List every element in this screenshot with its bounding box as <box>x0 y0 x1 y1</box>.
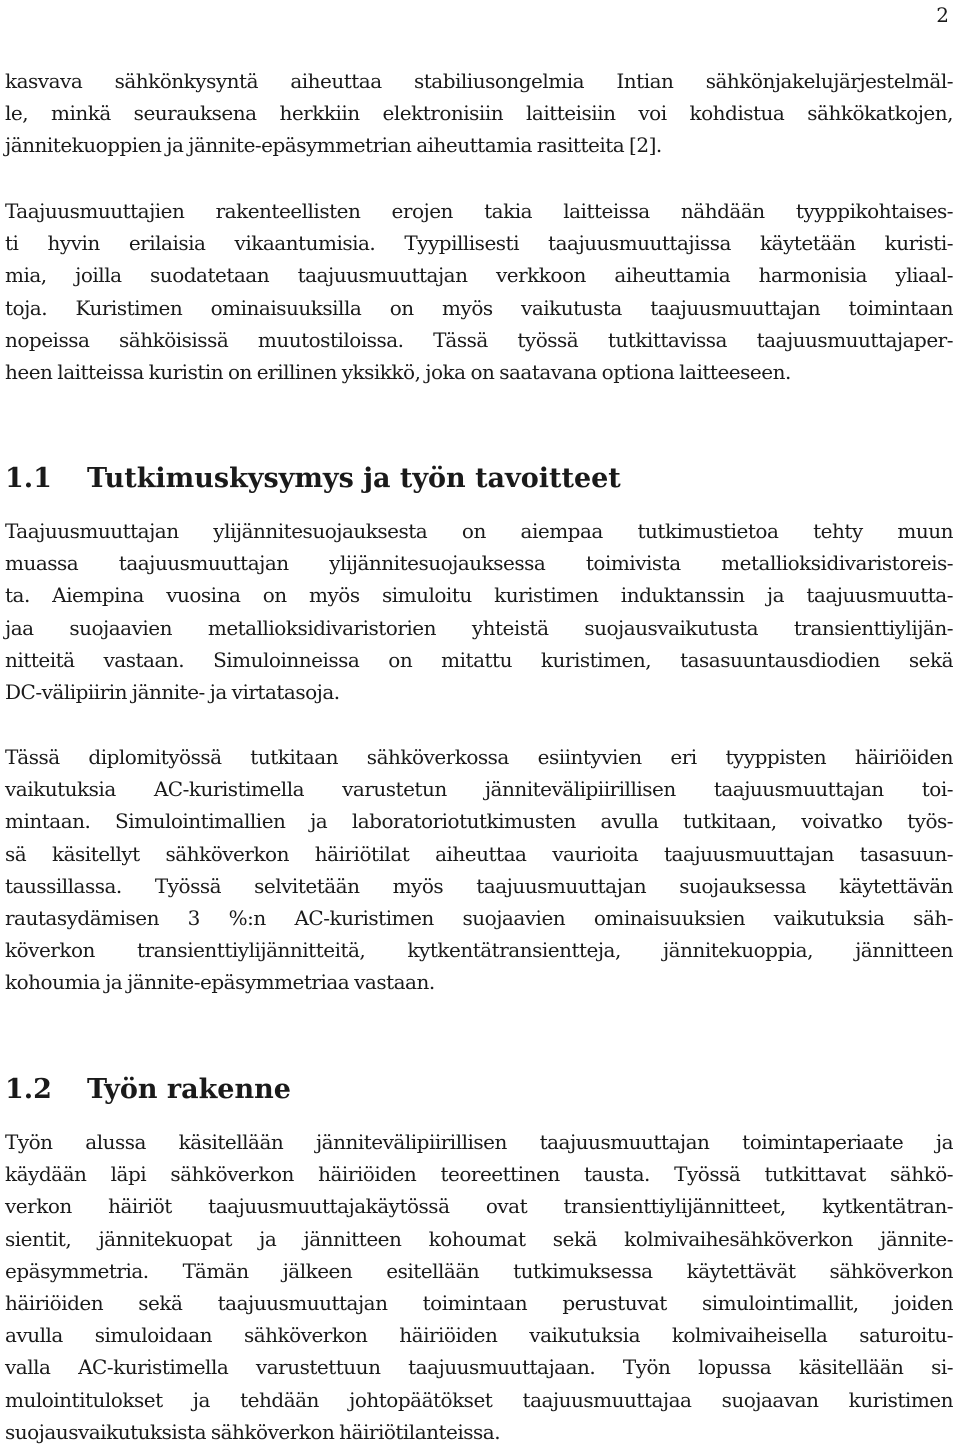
intro-paragraph-2 <box>5 195 953 388</box>
text-line: sä käsitellyt sähköverkon häiriötilat aiheuttaa vaurioita taajuusmuuttajan tasasuun- <box>5 841 953 866</box>
text-line: avulla simuloidaan sähköverkon häiriöiden vaikutuksia kolmivaiheisella saturoitu- <box>5 1323 953 1348</box>
document-page <box>5 0 953 1449</box>
text-line: mulointitulokset ja tehdään johtopäätökset taajuusmuuttajaa suojaavan kuristimen <box>5 1387 953 1412</box>
text-line: suojausvaikutuksista sähköverkon häiriötilanteissa. <box>5 1419 501 1444</box>
text-line: Työn alussa käsitellään jännitevälipiirillisen taajuusmuuttajan toimintaperiaate ja <box>5 1130 953 1154</box>
section-title: Tutkimuskysymys ja työn tavoitteet <box>87 463 621 494</box>
section-number: 1.2 <box>5 1074 52 1105</box>
text-line: heen laitteissa kuristin on erillinen yksikkö, joka on saatavana optiona laitteeseen. <box>5 359 791 384</box>
text-line: mintaan. Simulointimallien ja laboratoriotutkimusten avulla tutkitaan, voivatko työs- <box>5 809 953 834</box>
text-line: vaikutuksia AC-kuristimella varustetun jännitevälipiirillisen taajuusmuuttajan toi- <box>5 777 953 802</box>
text-line: häiriöiden sekä taajuusmuuttajan toimintaan perustuvat simulointimallit, joiden <box>5 1290 953 1315</box>
page-number: 2 <box>936 3 949 27</box>
text-line: rautasydämisen 3 %:n AC-kuristimen suojaavien ominaisuuksien vaikutuksia säh- <box>5 905 953 930</box>
section-1-2-paragraph-1 <box>5 1126 953 1448</box>
text-line: jännitekuoppien ja jännite-epäsymmetrian aiheuttamia rasitteita [2]. <box>5 133 662 158</box>
text-line: ti hyvin erilaisia vikaantumisia. Tyypillisesti taajuusmuuttajissa käytetään kuristi- <box>5 231 953 256</box>
text-line: epäsymmetria. Tämän jälkeen esitellään tutkimuksessa käytettävät sähköverkon <box>5 1258 953 1283</box>
text-line: jaa suojaavien metallioksidivaristorien yhteistä suojausvaikutusta transienttiylijän- <box>5 615 953 640</box>
text-line: mia, joilla suodatetaan taajuusmuuttajan verkkoon aiheuttamia harmonisia yliaal- <box>5 263 953 288</box>
intro-paragraph-1 <box>5 65 953 162</box>
text-line: köverkon transienttiylijännitteitä, kytkentätransientteja, jännitekuoppia, jännitteen <box>5 938 953 963</box>
text-line: kasvava sähkönkysyntä aiheuttaa stabiliusongelmia Intian sähkönjakelujärjestelmäl- <box>5 69 953 93</box>
text-line: Taajuusmuuttajien rakenteellisten erojen takia laitteissa nähdään tyyppikohtaises- <box>5 199 953 223</box>
text-line: ta. Aiempina vuosina on myös simuloitu kuristimen induktanssin ja taajuusmuutta- <box>5 583 953 608</box>
text-line: muassa taajuusmuuttajan ylijännitesuojauksessa toimivista metallioksidivaristoreis- <box>5 551 953 576</box>
text-line: Taajuusmuuttajan ylijännitesuojauksesta on aiempaa tutkimustietoa tehty muun <box>5 519 953 543</box>
text-line: verkon häiriöt taajuusmuuttajakäytössä ovat transienttiylijännitteet, kytkentätran- <box>5 1194 953 1219</box>
text-line: nitteitä vastaan. Simuloinneissa on mitattu kuristimen, tasasuuntausdiodien sekä <box>5 647 953 672</box>
text-line: toja. Kuristimen ominaisuuksilla on myös vaikutusta taajuusmuuttajan toimintaan <box>5 295 953 320</box>
text-line: käydään läpi sähköverkon häiriöiden teoreettinen tausta. Työssä tutkittavat sähkö- <box>5 1162 953 1187</box>
text-line: valla AC-kuristimella varustettuun taajuusmuuttajaan. Työn lopussa käsitellään si- <box>5 1355 953 1380</box>
text-line: Tässä diplomityössä tutkitaan sähköverkossa esiintyvien eri tyyppisten häiriöiden <box>5 745 953 769</box>
section-heading-1-1 <box>5 461 621 497</box>
text-line: le, minkä seurauksena herkkiin elektronisiin laitteisiin voi kohdistua sähkökatkojen, <box>5 101 953 126</box>
section-1-1-paragraph-2 <box>5 741 953 999</box>
section-number: 1.1 <box>5 463 52 494</box>
text-line: taussillassa. Työssä selvitetään myös taajuusmuuttajan suojauksessa käytettävän <box>5 873 953 898</box>
section-title: Työn rakenne <box>87 1074 291 1105</box>
text-line: DC-välipiirin jännite- ja virtatasoja. <box>5 679 340 704</box>
text-line: kohoumia ja jännite-epäsymmetriaa vastaan. <box>5 970 435 995</box>
text-line: nopeissa sähköisissä muutostiloissa. Tässä työssä tutkittavissa taajuusmuuttajaper- <box>5 327 953 352</box>
section-1-1-paragraph-1 <box>5 515 953 708</box>
text-line: sientit, jännitekuopat ja jännitteen kohoumat sekä kolmivaihesähköverkon jännite- <box>5 1226 953 1251</box>
section-heading-1-2 <box>5 1072 291 1108</box>
